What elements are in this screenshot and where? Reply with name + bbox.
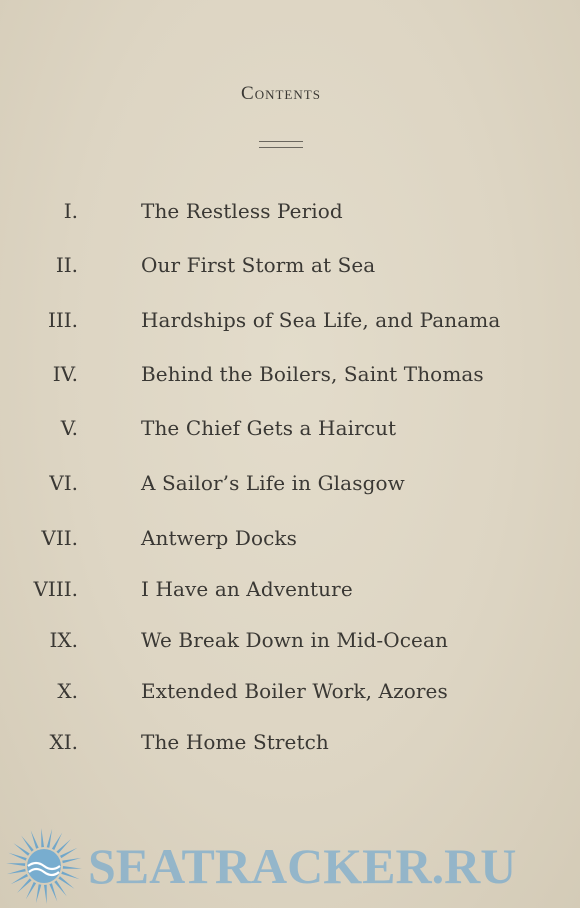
toc-entry-4 xyxy=(0,362,540,392)
chapter-numeral: X. xyxy=(57,679,78,703)
chapter-title: A Sailor’s Life in Glasgow xyxy=(141,471,405,495)
toc-entry-10 xyxy=(0,679,540,709)
toc-entry-6 xyxy=(0,471,540,501)
chapter-numeral: VIII. xyxy=(33,577,78,601)
toc-entry-2 xyxy=(0,253,540,283)
page-title: Contents xyxy=(241,83,321,104)
chapter-numeral: VII. xyxy=(41,526,78,550)
chapter-title: I Have an Adventure xyxy=(141,577,353,601)
toc-entry-3 xyxy=(0,308,540,338)
sun-burst-icon xyxy=(4,826,84,906)
chapter-numeral: IX. xyxy=(49,628,78,652)
chapter-numeral: VI. xyxy=(49,471,78,495)
chapter-numeral: XI. xyxy=(49,730,78,754)
chapter-numeral: V. xyxy=(60,416,78,440)
chapter-title: Hardships of Sea Life, and Panama xyxy=(141,308,501,332)
toc-entry-11 xyxy=(0,730,540,760)
chapter-title: Behind the Boilers, Saint Thomas xyxy=(141,362,484,386)
chapter-numeral: III. xyxy=(47,308,78,332)
watermark xyxy=(0,820,580,908)
chapter-title: Our First Storm at Sea xyxy=(141,253,376,277)
chapter-title: The Home Stretch xyxy=(141,730,329,754)
toc-entry-8 xyxy=(0,577,540,607)
toc-entry-1 xyxy=(0,199,540,229)
toc-entry-9 xyxy=(0,628,540,658)
chapter-numeral: IV. xyxy=(52,362,78,386)
chapter-title: Extended Boiler Work, Azores xyxy=(141,679,448,703)
chapter-title: The Chief Gets a Haircut xyxy=(141,416,397,440)
chapter-title: We Break Down in Mid-Ocean xyxy=(141,628,448,652)
title-divider xyxy=(259,141,303,148)
watermark-text: SEATRACKER.RU xyxy=(88,838,517,894)
toc-entry-7 xyxy=(0,526,540,556)
toc-entry-5 xyxy=(0,416,540,446)
chapter-numeral: II. xyxy=(55,253,78,277)
chapter-title: The Restless Period xyxy=(141,199,343,223)
chapter-title: Antwerp Docks xyxy=(141,526,297,550)
chapter-numeral: I. xyxy=(63,199,78,223)
